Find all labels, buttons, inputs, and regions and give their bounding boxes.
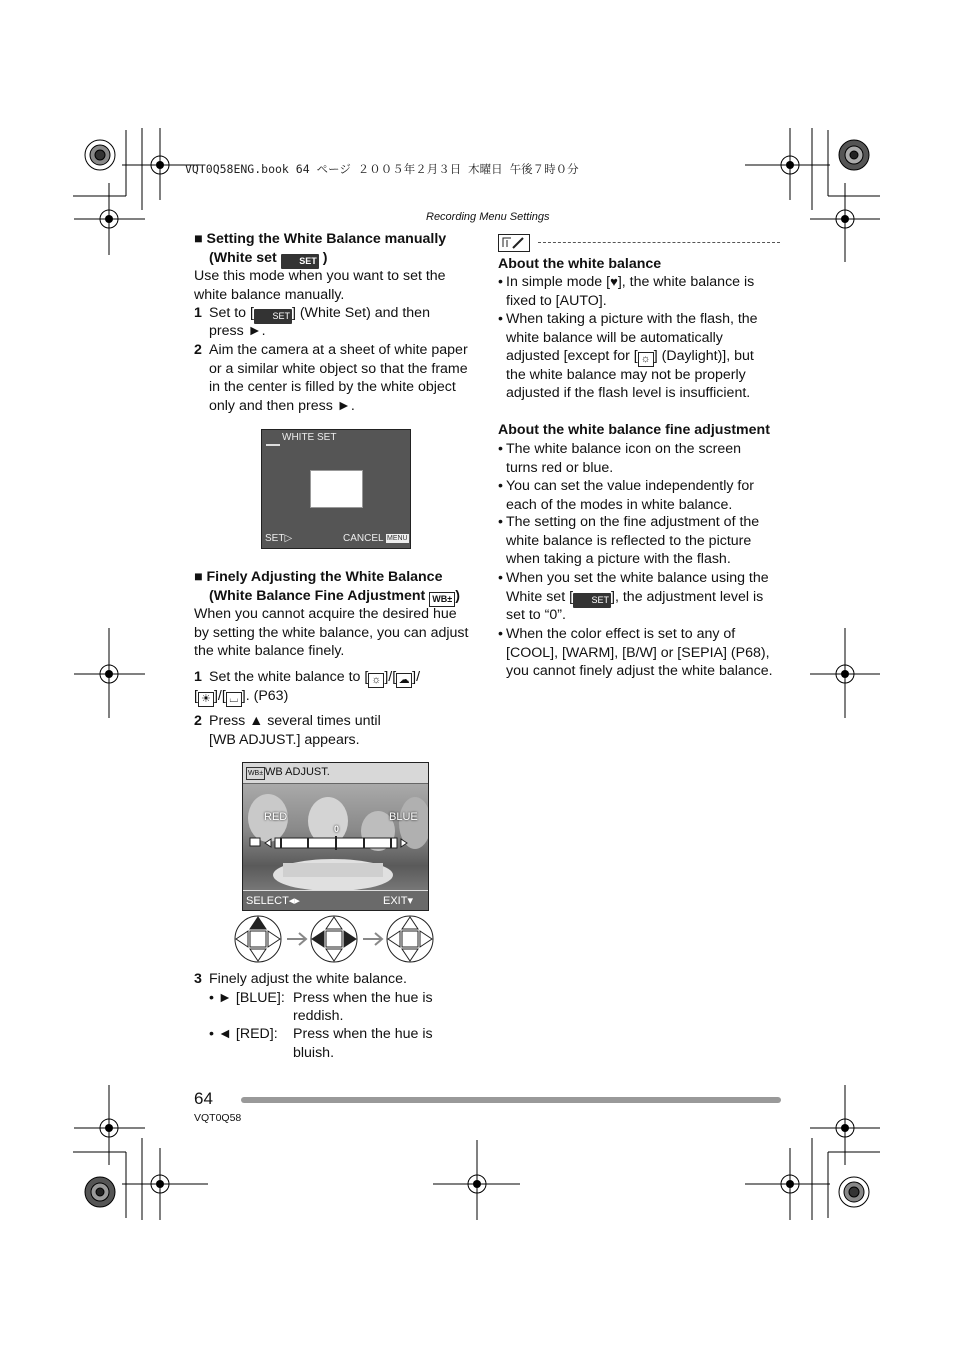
section1-title-line1: ■ Setting the White Balance manually (194, 231, 447, 247)
direction-pad-sequence (233, 914, 438, 964)
white-set-icon: SET (573, 593, 611, 608)
white-target-frame (310, 470, 363, 508)
step-line-1: Aim the camera at a sheet of white paper (209, 342, 468, 358)
model-code: VQT0Q58 (194, 1112, 242, 1124)
section2-intro-line2: by setting the white balance, you can adjust (194, 625, 469, 641)
step-line-1: Press ▲ several times until (209, 713, 381, 729)
step-text: Set the white balance to [ ☼ ]/[ ☁ ]/ (209, 669, 421, 686)
white-set-small-icon: ⌴ (226, 692, 242, 707)
red-desc-line1: Press when the hue is (293, 1026, 433, 1042)
wb-adjust-screen (242, 762, 429, 911)
fine-bullet-2: • You can set the value independently for each of the modes in white balance. (498, 478, 754, 513)
cloudy-icon: ☁ (396, 673, 412, 688)
adjust-scale (248, 836, 423, 850)
white-set-icon: SET (281, 254, 319, 269)
fine-bullet-5: • When the color effect is set to any of [COOL], [WARM], [B/W] or [SEPIA] (P68), you cannot finely adjust the white balance. (498, 626, 773, 679)
about-wb-bullet-1: • In simple mode [♥], the white balance is fixed to [AUTO]. (498, 274, 755, 309)
step-text: Set to [ SET ] (White Set) and then (209, 304, 430, 324)
wb-adjust-icon: WB± (429, 592, 455, 607)
section2-title-text: (White Balance Fine Adjustment (209, 588, 430, 604)
fine-bullet-1: • The white balance icon on the screen turns red or blue. (498, 441, 742, 476)
wb-adjust-bottom-bar (243, 890, 428, 911)
section2-title-line2 (209, 587, 460, 607)
section2-title-end: ) (455, 588, 460, 604)
section2-intro-line3: the white balance finely. (194, 643, 345, 659)
cancel-label: CANCEL (343, 533, 384, 544)
shade-icon: ☀ (198, 692, 214, 707)
note-icon (498, 234, 530, 252)
step-number: 2 (194, 342, 202, 358)
section2-title-line1: ■ Finely Adjusting the White Balance (194, 569, 443, 585)
step-text: Finely adjust the white balance. (209, 971, 407, 987)
blue-desc-line1: Press when the hue is (293, 990, 433, 1006)
section1-step2 (194, 341, 484, 417)
about-wb-title: About the white balance (498, 256, 662, 272)
set-label: SET▷ (265, 533, 293, 544)
print-info-line: VQT0Q58ENG.book 64 ページ ２００５年２月３日 木曜日 午後７時０分 (185, 162, 579, 176)
step-number: 1 (194, 305, 202, 321)
section3-step3 (194, 970, 484, 990)
daylight-icon: ☼ (638, 352, 654, 367)
exit-label: EXIT▾ (383, 895, 413, 907)
section1-step1 (194, 304, 484, 344)
step-line-2: [WB ADJUST.] appears. (209, 731, 360, 748)
white-set-screen-icon (266, 433, 280, 446)
white-set-icon: SET (254, 309, 292, 324)
red-desc-line2: bluish. (293, 1045, 335, 1061)
page-number: 64 (194, 1089, 213, 1108)
footer-rule (241, 1097, 781, 1103)
step-number: 3 (194, 971, 202, 987)
select-label: SELECT◂▸ (246, 895, 300, 907)
step-number: 1 (194, 669, 202, 685)
about-wb-bullet-2: • When taking a picture with the flash, the white balance will be automatically adjusted [except for [ ☼ ] (Daylight)], but the white balance may not be properly adjusted if the flash level is insufficient. (498, 311, 758, 401)
red-label: RED (264, 811, 288, 823)
section1-intro-line2: white balance manually. (194, 287, 345, 303)
step-number: 2 (194, 713, 202, 729)
blue-key: • ► [BLUE]: (209, 990, 285, 1006)
fine-bullet-4: • When you set the white balance using the White set [ SET ], the adjustment level is set to “0”. (498, 570, 769, 623)
menu-key-icon: MENU (387, 535, 408, 542)
section2-step2 (194, 712, 484, 752)
section1-title-end: ) (322, 250, 328, 266)
wb-adjust-title-bar (243, 763, 428, 784)
wb-adjust-icon: WB± (246, 767, 265, 780)
note-pencil-icon (499, 235, 529, 251)
step-text-line2: [ ☀ ]/[ ⌴ ]. (P63) (194, 687, 289, 705)
section1-title-text: (White set (209, 250, 281, 266)
red-key: • ◄ [RED]: (209, 1026, 278, 1042)
fine-adjust-title: About the white balance fine adjustment (498, 422, 770, 438)
section1-title-line2 (209, 249, 327, 269)
step-text-line2: press ►. (209, 323, 266, 339)
daylight-icon: ☼ (368, 673, 384, 688)
step-line-2: or a similar white object so that the frame (209, 360, 468, 377)
blue-desc-line2: reddish. (293, 1008, 344, 1024)
zero-label: 0 (334, 824, 340, 834)
note-divider (538, 242, 780, 243)
section2-step1 (194, 668, 484, 708)
step-line-3: in the center is filled by the white object (209, 379, 456, 395)
heart-icon: ♥ (610, 274, 618, 289)
blue-label: BLUE (389, 811, 418, 823)
section2-intro-line1: When you cannot acquire the desired hue (194, 606, 457, 622)
fine-bullet-3: • The setting on the fine adjustment of the white balance is reflected to the picture when taking a picture with the flash. (498, 514, 760, 567)
page-header: Recording Menu Settings (426, 211, 550, 223)
white-set-screen-title: WHITE SET (282, 432, 337, 443)
white-set-screen (261, 429, 411, 549)
wb-adjust-title: WB ADJUST. (265, 766, 330, 778)
step-line-4: only and then press ►. (209, 397, 355, 414)
section1-intro-line1: Use this mode when you want to set the (194, 268, 446, 284)
